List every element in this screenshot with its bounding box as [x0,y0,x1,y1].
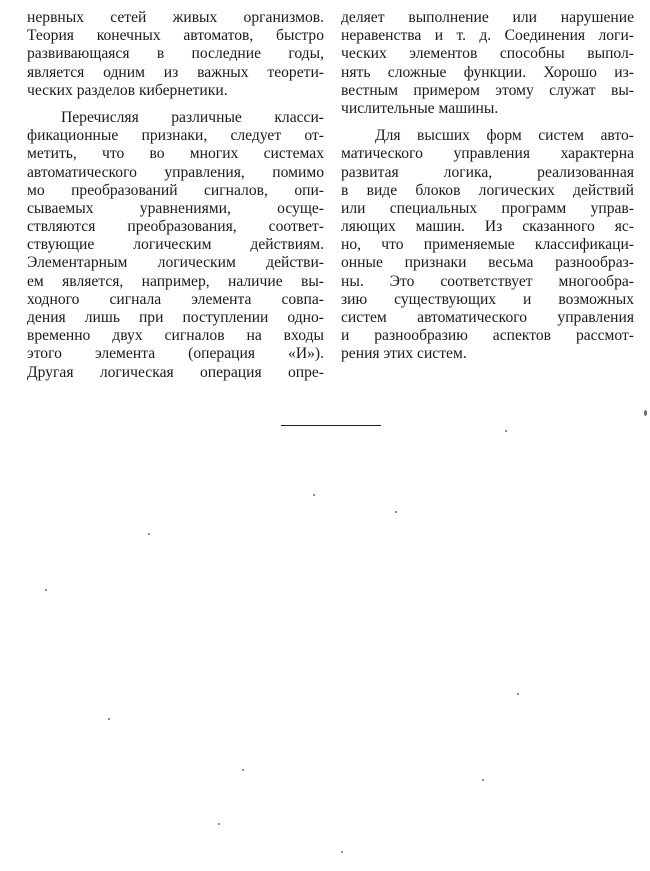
text-line: Для высших форм систем авто- [375,127,634,145]
scan-speck [482,779,484,781]
text-line: в виде блоков логических действий [341,181,634,199]
text-line: нять сложные функции. Хорошо из- [341,63,634,81]
text-line: дения лишь при поступлении одно- [27,309,324,326]
right-text-column [341,9,634,364]
right-paragraph-2 [341,127,634,363]
scan-speck [505,430,507,432]
scan-speck [313,494,315,496]
text-line: фикационные признаки, следует от- [27,127,324,145]
text-line: ствующие логическим действиям. [27,236,324,254]
text-line: ческих разделов кибернетики. [27,81,228,99]
paragraph-gap [341,118,634,127]
text-line: Перечисляя различные класси- [61,108,324,126]
left-text-column [27,9,324,382]
right-paragraph-1 [341,9,634,118]
scan-speck [218,823,220,825]
left-paragraph-1 [27,9,324,100]
text-line: является одним из важных теорети- [27,63,324,81]
text-line: Другая логическая операция опре- [27,363,324,381]
text-line: и разнообразию аспектов рассмот- [341,327,634,345]
text-line: неравенства и т. д. Соединения логи- [341,27,634,45]
text-line: ны. Это соответствует многообра- [341,272,634,290]
text-line: ческих элементов способны выпол- [341,45,634,63]
text-line: вестным примером этому служат вы- [341,81,634,99]
text-line: числительные машины. [341,99,499,117]
text-line: метить, что во многих системах [27,145,324,163]
text-line: автоматического управления, помимо [27,163,324,181]
scan-speck [108,718,110,720]
text-line: но, что применяемые классификаци- [341,236,634,254]
text-line: рения этих систем. [341,345,467,363]
paragraph-gap [27,100,324,109]
text-line: Элементарным логическим действи- [27,254,324,272]
text-line: ляющих машин. Из сказанного яс- [341,218,634,236]
scan-speck [242,769,244,771]
text-line: развитая логика, реализованная [341,163,634,181]
scan-speck [517,693,519,695]
text-line: нервных сетей живых организмов. [27,9,324,26]
section-end-rule [281,425,381,426]
scan-speck [341,851,343,853]
text-line: систем автоматического управления [341,309,634,326]
text-line: или специальных программ управ- [341,199,634,217]
text-line: сываемых уравнениями, осуще- [27,199,324,217]
text-line: этого элемента (операция «И»). [27,345,324,363]
text-line: Теория конечных автоматов, быстро [27,27,324,45]
text-line: матического управления характерна [341,145,634,163]
text-line: ем является, например, наличие вы- [27,272,324,290]
text-line: временно двух сигналов на входы [27,327,324,345]
left-paragraph-2 [27,109,324,382]
text-line: ствляются преобразования, соответ- [27,218,324,236]
scan-speck [45,589,47,591]
scan-speck [644,410,647,416]
text-line: ходного сигнала элемента совпа- [27,290,324,308]
text-line: онные признаки весьма разнообраз- [341,254,634,272]
text-line: деляет выполнение или нарушение [341,9,634,26]
text-line: зию существующих и возможных [341,290,634,308]
text-line: мо преобразований сигналов, опи- [27,181,324,199]
text-line: развивающаяся в последние годы, [27,45,324,63]
scan-speck [395,511,397,513]
scan-speck [148,533,150,535]
